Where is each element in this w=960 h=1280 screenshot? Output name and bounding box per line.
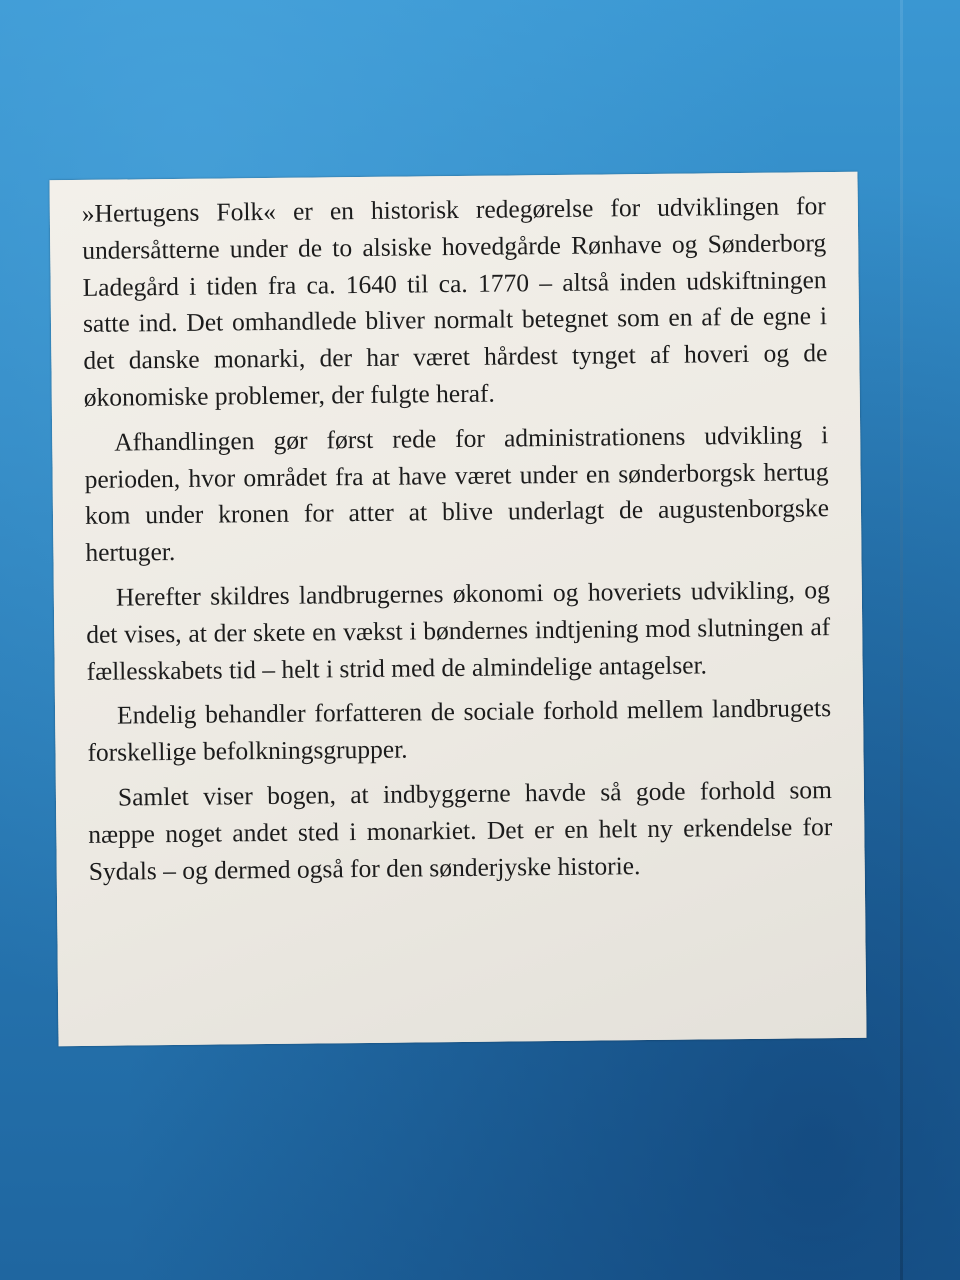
blurb-paragraph-3: Herefter skildres landbrugernes økonomi og hoveriets udvikling, og det vises, at der skete en vækst i bøndernes indtjening mod slutningen af fællesskabets tid – helt i strid med de almindelige antagelser. [86,575,831,686]
cover-crease [900,0,903,1280]
blurb-paragraph-1: »Hertugens Folk« er en historisk redegørelse for udviklingen for undersåtterne under de to alsiske hovedgårde Rønhave og Sønderborg Ladegård i tiden fra ca. 1640 til ca. 1770 – altså inden udskiftningen satte ind. Det omhandlede bliver normalt betegnet som en af de egne i det danske monarki, der har været hårdest tynget af hoveri og de økonomiske problemer, der fulgte heraf. [81,191,828,412]
blurb-paragraph-2: Afhandlingen gør først rede for administrationens udvikling i perioden, hvor området fra at have været under en sønderborgsk hertug kom under kronen for atter at blive underlagt de augustenborgske hertuger. [84,419,830,568]
blurb-text [82,188,833,898]
blurb-panel [49,172,866,1046]
blurb-paragraph-4: Endelig behandler forfatteren de sociale forhold mellem landbrugets forskellige befolkningsgrupper. [87,693,832,768]
blurb-paragraph-5: Samlet viser bogen, at indbyggerne havde så gode forhold som næppe noget andet sted i monarkiet. Det er en helt ny erkendelse for Sydals – og dermed også for den sønderjyske historie. [88,775,833,886]
